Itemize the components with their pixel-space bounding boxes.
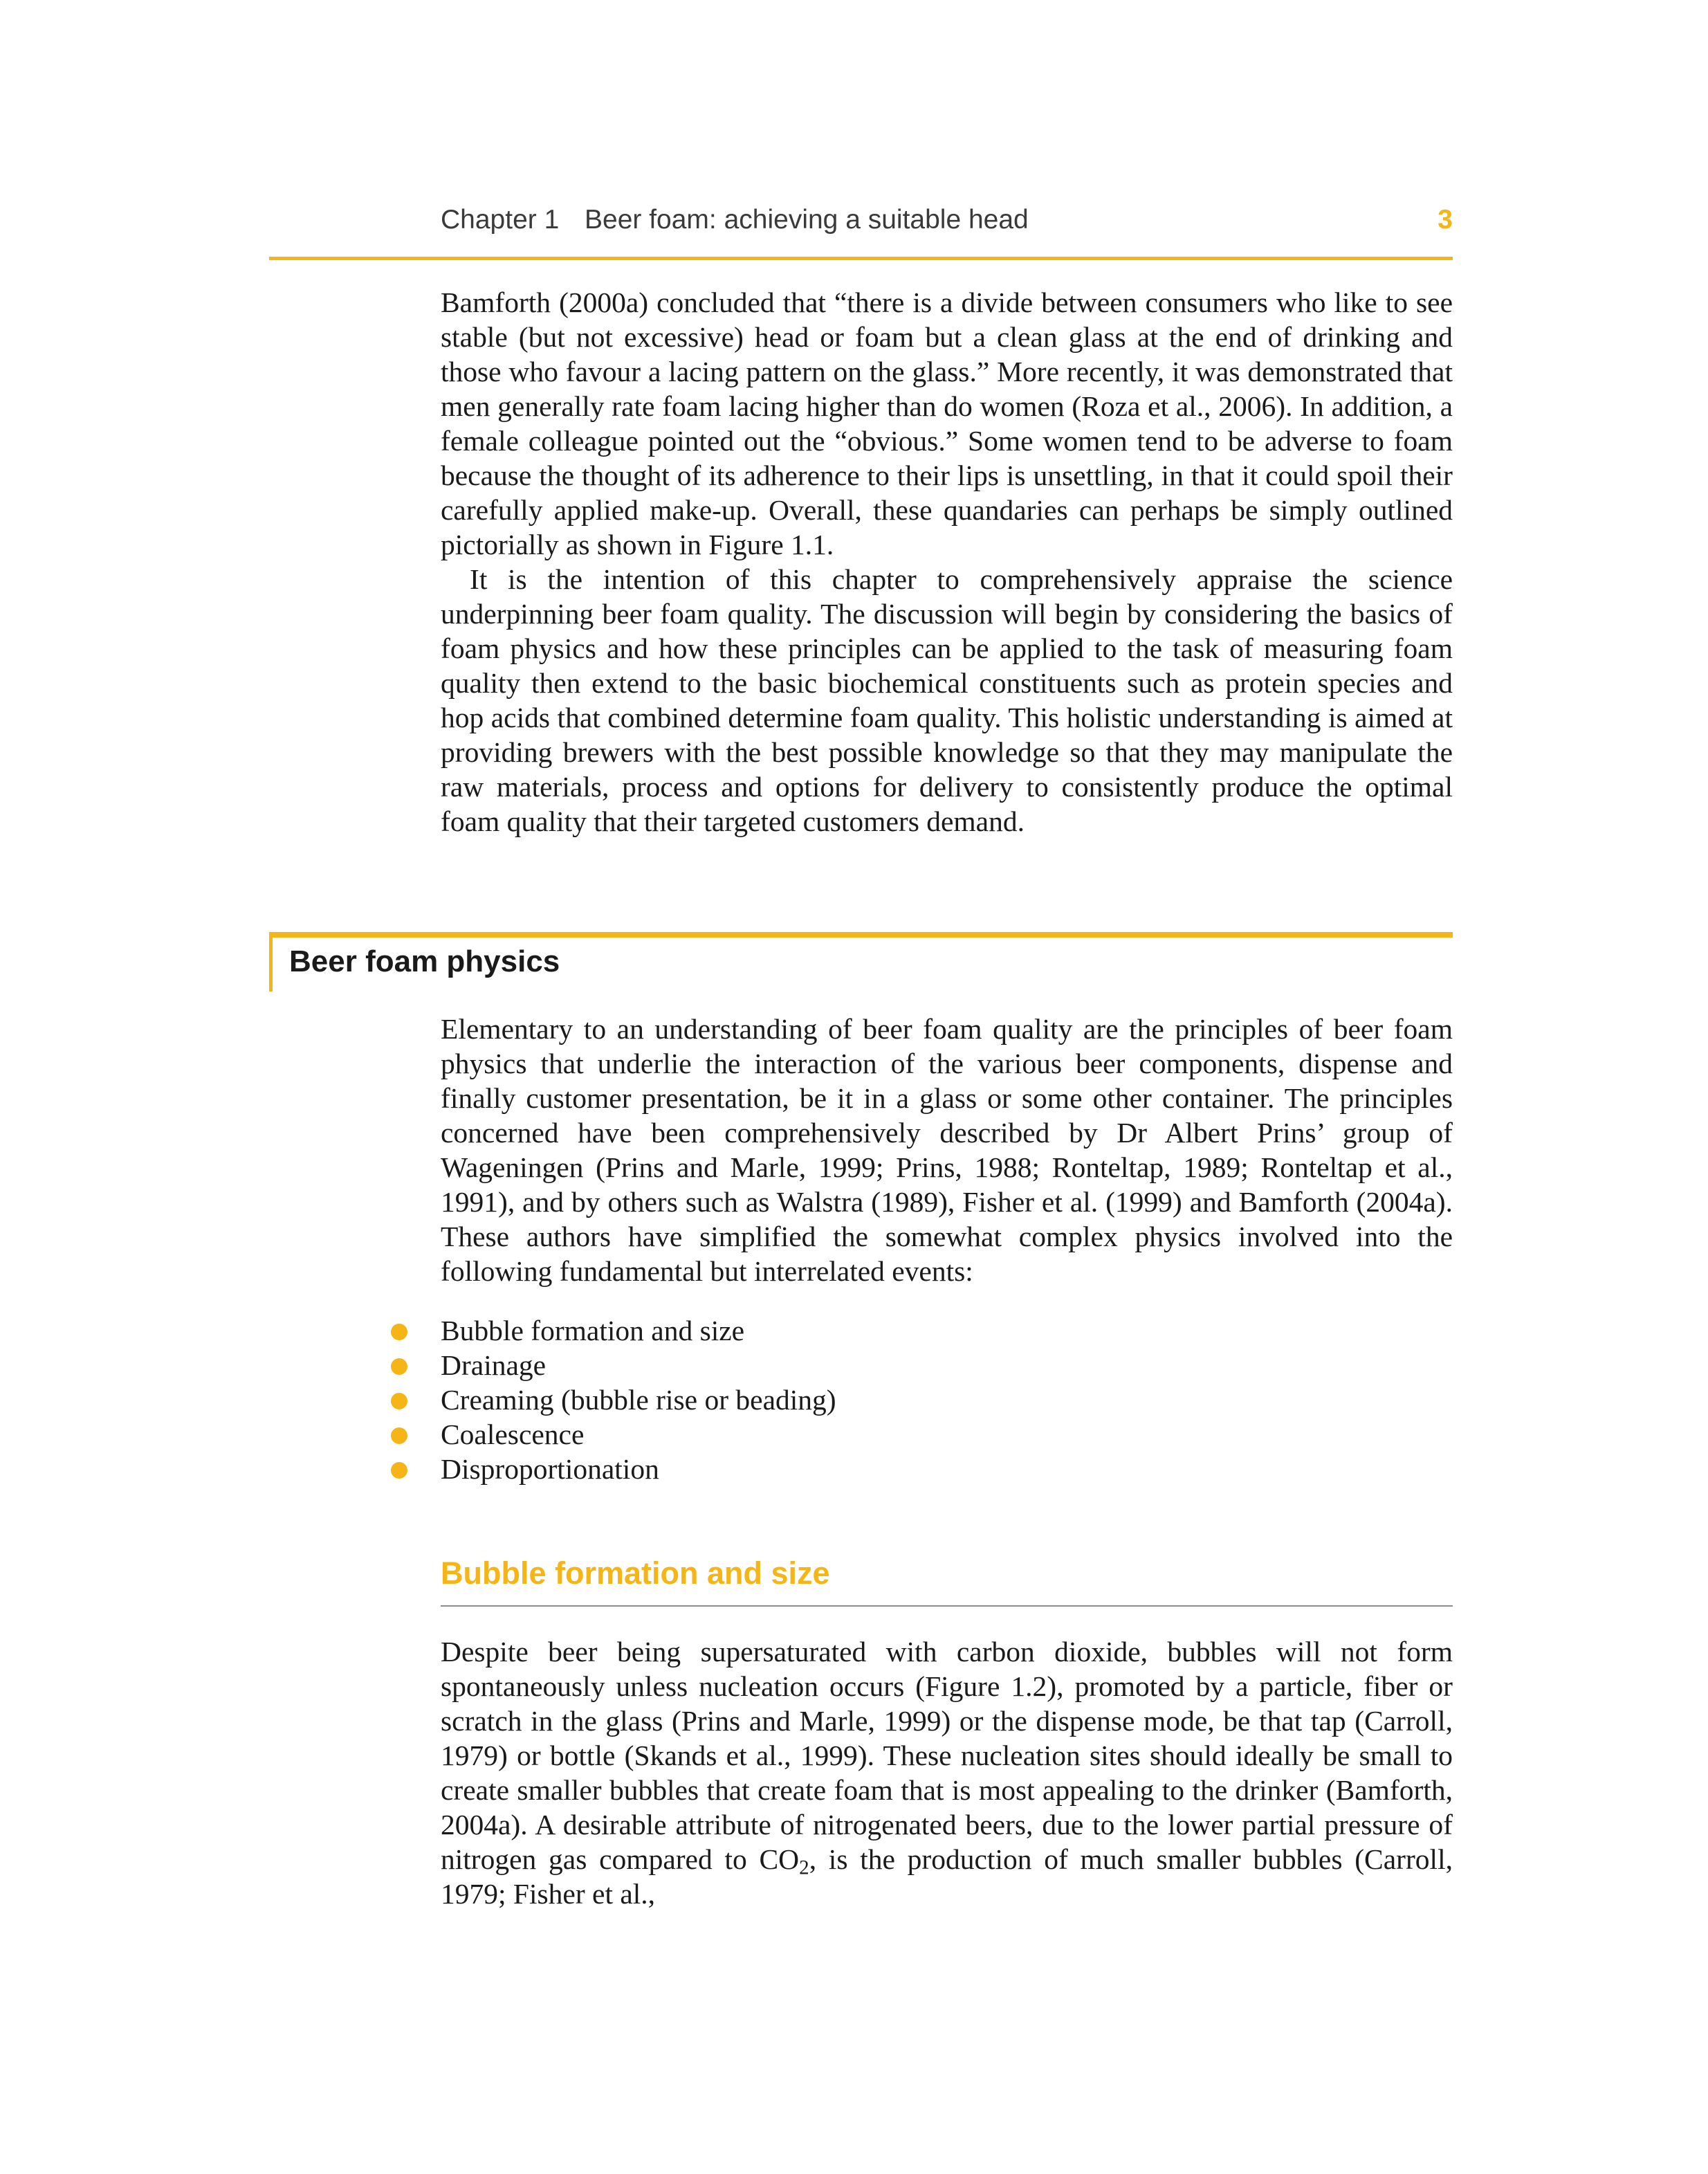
section-side-bar (269, 932, 273, 992)
intro-paragraph-1: Bamforth (2000a) concluded that “there is a divide between consumers who like to see stable (but not excessive) head or foam but a clean glass at the end of drinking and those who favour a lacing pattern on the glass.” More recently, it was demonstrated that men generally rate foam lacing higher than do women (Roza et al., 2006). In addition, a female colleague pointed out the “obvious.” Some women tend to be adverse to foam because the thought of its adherence to their lips is unsettling, in that it could spoil their carefully applied make-up. Overall, these quandaries can perhaps be simply outlined pictorially as shown in Figure 1.1. (441, 286, 1453, 560)
running-head (441, 205, 1453, 246)
header-rule (269, 257, 1453, 260)
list-item (387, 1382, 1453, 1417)
subsection-heading: Bubble formation and size (441, 1555, 830, 1591)
bullet-icon (391, 1462, 407, 1479)
subsection-paragraph (441, 1634, 1453, 1911)
bullet-text: Drainage (441, 1349, 547, 1381)
bullet-icon (391, 1427, 407, 1444)
subsection-paragraph-main: Despite beer being supersaturated with carbon dioxide, bubbles will not form spontaneously unless nucleation occurs (Figure 1.2), promoted by a particle, fiber or scratch in the glass (Prins and Marle, 1999) or the dispense mode, be that tap (Carroll, 1979) or bottle (Skands et al., 1999). These nucleation sites should ideally be small to create smaller bubbles that create foam that is most appealing to the drinker (Bamforth, 2004a). A desirable attribute of nitrogenated beers, due to the lower partial pressure of nitrogen gas compared to CO (441, 1636, 1453, 1875)
chapter-label: Chapter 1 (441, 205, 560, 235)
chapter-title: Beer foam: achieving a suitable head (585, 205, 1029, 235)
bullet-text: Bubble formation and size (441, 1315, 745, 1346)
intro-paragraph-2: It is the intention of this chapter to comprehensively appraise the science underpinning beer foam quality. The discussion will begin by considering the basics of foam physics and how these principles can be applied to the task of measuring foam quality then extend to the basic biochemical constituents such as protein species and hop acids that combined determine foam quality. This holistic understanding is aimed at providing brewers with the best possible knowledge so that they may manipulate the raw materials, process and options for delivery to consistently produce the optimal foam quality that their targeted customers demand. (441, 563, 1453, 837)
co2-subscript: 2 (799, 1856, 809, 1879)
list-item (387, 1313, 1453, 1348)
section-rule (269, 932, 1453, 938)
section-paragraph: Elementary to an understanding of beer foam quality are the principles of beer foam physics that underlie the interaction of the various beer components, dispense and finally customer presentation, be it in a glass or some other container. The principles concerned have been comprehensively described by Dr Albert Prins’ group of Wageningen (Prins and Marle, 1999; Prins, 1988; Ronteltap, 1989; Ronteltap et al., 1991), and by others such as Walstra (1989), Fisher et al. (1999) and Bamforth (2004a). These authors have simplified the somewhat complex physics involved into the following fundamental but interrelated events: (441, 1013, 1453, 1287)
bullet-icon (391, 1358, 407, 1375)
bullet-text: Disproportionation (441, 1453, 659, 1485)
page-number: 3 (1438, 205, 1453, 235)
bullet-text: Creaming (bubble rise or beading) (441, 1384, 836, 1416)
list-item (387, 1348, 1453, 1382)
section-heading: Beer foam physics (289, 944, 560, 978)
bullet-icon (391, 1324, 407, 1340)
subsection-paragraph-tail: , is the production of much smaller bubbles (Carroll, 1979; Fisher et al., (441, 1843, 1453, 1910)
bullet-text: Coalescence (441, 1418, 585, 1450)
bullet-list (387, 1313, 1453, 1486)
list-item (387, 1417, 1453, 1452)
bullet-icon (391, 1393, 407, 1409)
subsection-rule (441, 1605, 1453, 1607)
list-item (387, 1452, 1453, 1486)
